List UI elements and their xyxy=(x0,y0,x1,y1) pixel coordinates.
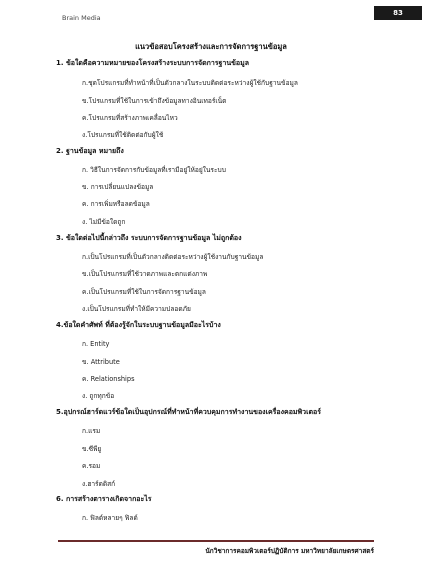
question-4-choice-a: ก. Entity xyxy=(82,340,110,348)
question-2: 2. ฐานข้อมูล หมายถึง xyxy=(56,147,124,155)
brand-header: Brain Media xyxy=(62,14,101,22)
question-6: 6. การสร้างตารางเกิดจากอะไร xyxy=(56,495,152,503)
question-5: 5.อุปกรณ์ฮาร์ดแวร์ข้อใดเป็นอุปกรณ์ที่ทำหน้าที่ควบคุมการทำงานของเครื่องคอมพิวเตอร์ xyxy=(56,408,321,416)
question-4: 4.ข้อใดคำศัพท์ ที่ต้องรู้จักในระบบฐานข้อมูลมีอะไรบ้าง xyxy=(56,321,221,329)
footer-text: นักวิชาการคอมพิวเตอร์ปฏิบัติการ มหาวิทยาลัยเกษตรศาสตร์ xyxy=(205,547,374,555)
question-2-choice-b: ข. การเปลี่ยนแปลงข้อมูล xyxy=(82,183,154,191)
footer-divider xyxy=(58,540,374,542)
question-1-choice-d: ง.โปรแกรมที่ใช้ติดต่อกับผู้ใช้ xyxy=(82,131,164,139)
question-3: 3. ข้อใดต่อไปนี้กล่าวถึง ระบบการจัดการฐานข้อมูล ไม่ถูกต้อง xyxy=(56,234,242,242)
question-3-choice-b: ข.เป็นโปรแกรมที่ใช้วาดภาพและตกแต่งภาพ xyxy=(82,270,208,278)
question-1: 1. ข้อใดคือความหมายของโครงสร้างระบบการจัดการฐานข้อมูล xyxy=(56,59,250,67)
question-5-choice-d: ง.ฮาร์ดดิสก์ xyxy=(82,480,116,488)
question-4-choice-d: ง. ถูกทุกข้อ xyxy=(82,392,115,400)
page-title: แนวข้อสอบโครงสร้างและการจัดการฐานข้อมูล xyxy=(135,42,287,51)
question-3-choice-d: ง.เป็นโปรแกรมที่ทำให้มีความปลอดภัย xyxy=(82,305,191,313)
question-1-choice-a: ก.ชุดโปรแกรมที่ทำหน้าที่เป็นตัวกลางในระบบติดต่อระหว่างผู้ใช้กับฐานข้อมูล xyxy=(82,79,298,87)
question-1-choice-b: ข.โปรแกรมที่ใช้ในการเข้าถึงข้อมูลทางอินเทอร์เน็ต xyxy=(82,97,227,105)
question-2-choice-d: ง. ไม่มีข้อใดถูก xyxy=(82,218,126,226)
question-3-choice-c: ค.เป็นโปรแกรมที่ใช้ในการจัดการฐานข้อมูล xyxy=(82,288,206,296)
question-3-choice-a: ก.เป็นโปรแกรมที่เป็นตัวกลางติดต่อระหว่างผู้ใช้งานกับฐานข้อมูล xyxy=(82,253,264,261)
question-6-choice-a: ก. ฟิลด์หลายๆ ฟิลด์ xyxy=(82,514,138,522)
question-5-choice-a: ก.แรม xyxy=(82,427,101,435)
question-1-choice-c: ค.โปรแกรมที่สร้างภาพเคลื่อนไหว xyxy=(82,114,178,122)
question-5-choice-b: ข.ซีพียู xyxy=(82,445,102,453)
question-2-choice-c: ค. การเพิ่มหรือลดข้อมูล xyxy=(82,200,150,208)
question-4-choice-b: ข. Attribute xyxy=(82,358,120,366)
question-5-choice-c: ค.รอม xyxy=(82,462,101,470)
question-4-choice-c: ค. Relationships xyxy=(82,375,135,383)
page-number-badge: 83 xyxy=(374,6,422,20)
question-2-choice-a: ก. วิธีในการจัดการกับข้อมูลที่เรามีอยู่ให้อยู่ในระบบ xyxy=(82,166,226,174)
